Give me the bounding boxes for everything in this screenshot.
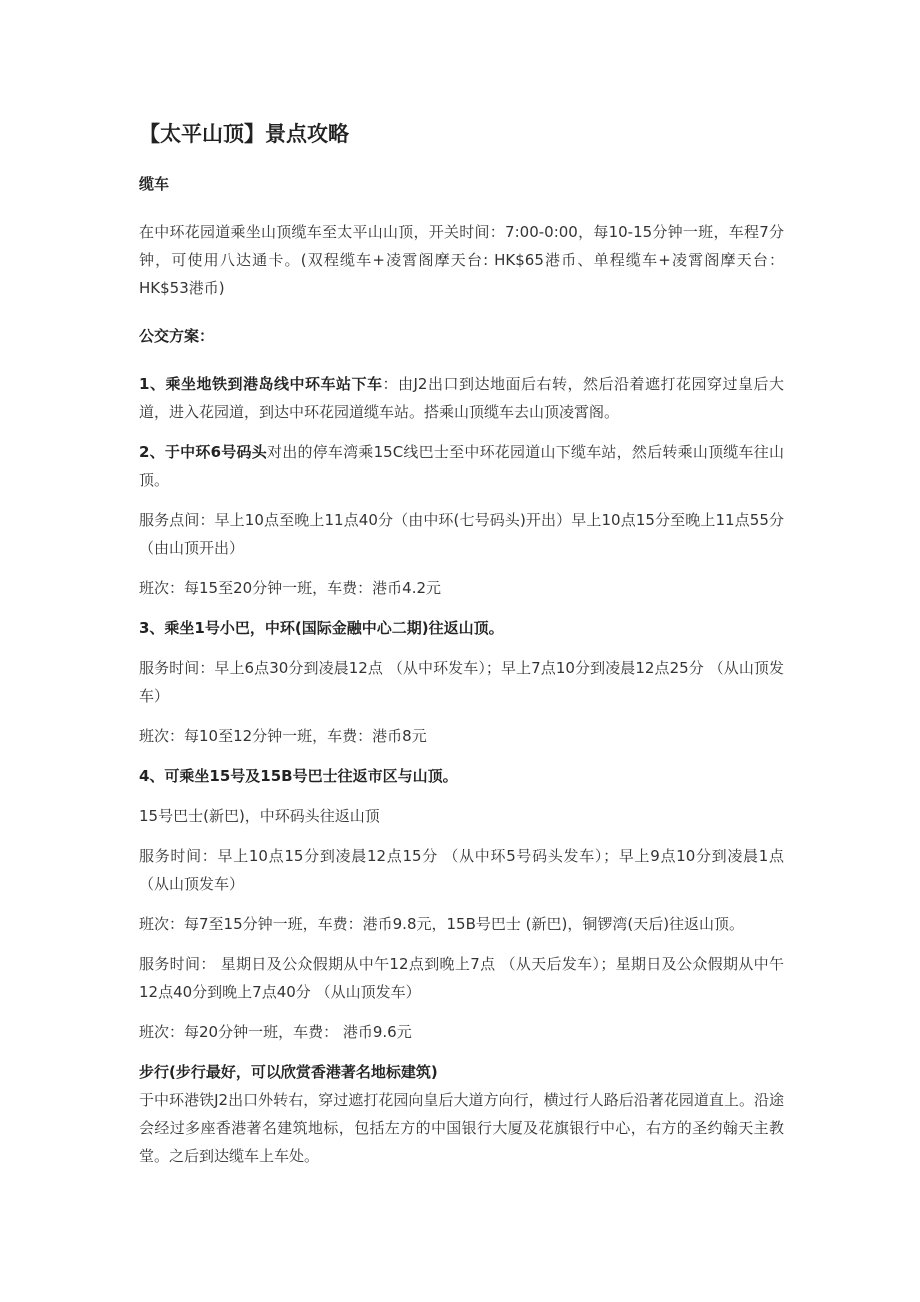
document-page bbox=[139, 118, 784, 1182]
cable-car-text: 在中环花园道乘坐山顶缆车至太平山山顶，开关时间：7:00-0:00，每10-15分钟一班，车程7分钟，可使用八达通卡。(双程缆车+凌霄阁摩天台: HK$65港币、单程缆车+凌霄阁摩天台：HK$53港币) bbox=[139, 223, 784, 297]
transit-heading: 公交方案： bbox=[139, 327, 215, 345]
cable-car-heading: 缆车 bbox=[139, 175, 170, 193]
walking-heading-bold: 步行(步行最好，可以欣赏香港著名地标建筑) bbox=[139, 1063, 438, 1081]
transit-item-3-bold: 3、乘坐1号小巴，中环(国际金融中心二期)往返山顶。 bbox=[139, 619, 504, 637]
transit-item-4 bbox=[139, 762, 784, 790]
transit-item-3-freq: 班次：每10至12分钟一班，车费：港币8元 bbox=[139, 727, 427, 745]
transit-item-4-service-2: 服务时间： 星期日及公众假期从中午12点到晚上7点 （从天后发车）；星期日及公众假期从中午12点40分到晚上7点40分 （从山顶发车） bbox=[139, 955, 784, 1001]
transit-item-1-text: ：由J2出口到达地面后右转，然后沿着遮打花园穿过皇后大道，进入花园道，到达中环花园道缆车站。搭乘山顶缆车去山顶凌霄阁。 bbox=[139, 375, 784, 421]
transit-item-3 bbox=[139, 614, 784, 642]
transit-item-2 bbox=[139, 438, 784, 494]
walking-heading bbox=[139, 1058, 784, 1086]
transit-item-2-text: 对出的停车湾乘15C线巴士至中环花园道山下缆车站，然后转乘山顶缆车往山顶。 bbox=[139, 443, 784, 489]
page-title: 【太平山顶】景点攻略 bbox=[139, 122, 349, 146]
transit-item-2-service: 服务点间：早上10点至晚上11点40分（由中环(七号码头)开出）早上10点15分至晚上11点55分（由山顶开出） bbox=[139, 511, 784, 557]
transit-item-3-service: 服务时间：早上6点30分到凌晨12点 （从中环发车）；早上7点10分到凌晨12点25分 （从山顶发车） bbox=[139, 659, 784, 705]
transit-item-4-freq-2: 班次：每20分钟一班，车费： 港币9.6元 bbox=[139, 1023, 412, 1041]
transit-item-1-bold: 1、乘坐地铁到港岛线中环车站下车 bbox=[139, 375, 383, 393]
transit-item-2-freq: 班次：每15至20分钟一班，车费：港币4.2元 bbox=[139, 579, 442, 597]
transit-item-4-freq: 班次：每7至15分钟一班，车费：港币9.8元，15B号巴士 (新巴)，铜锣湾(天后)往返山顶。 bbox=[139, 915, 745, 933]
transit-item-4-bold: 4、可乘坐15号及15B号巴士往返市区与山顶。 bbox=[139, 767, 458, 785]
walking-text: 于中环港铁J2出口外转右，穿过遮打花园向皇后大道方向行，横过行人路后沿著花园道直上。沿途会经过多座香港著名建筑地标，包括左方的中国银行大厦及花旗银行中心，右方的圣约翰天主教堂。之后到达缆车上车处。 bbox=[139, 1091, 784, 1165]
transit-item-4-service: 服务时间：早上10点15分到凌晨12点15分 （从中环5号码头发车）；早上9点10分到凌晨1点 （从山顶发车） bbox=[139, 847, 784, 893]
transit-item-2-bold: 2、于中环6号码头 bbox=[139, 443, 267, 461]
transit-item-1 bbox=[139, 370, 784, 426]
transit-item-4-route: 15号巴士(新巴)，中环码头往返山顶 bbox=[139, 807, 380, 825]
